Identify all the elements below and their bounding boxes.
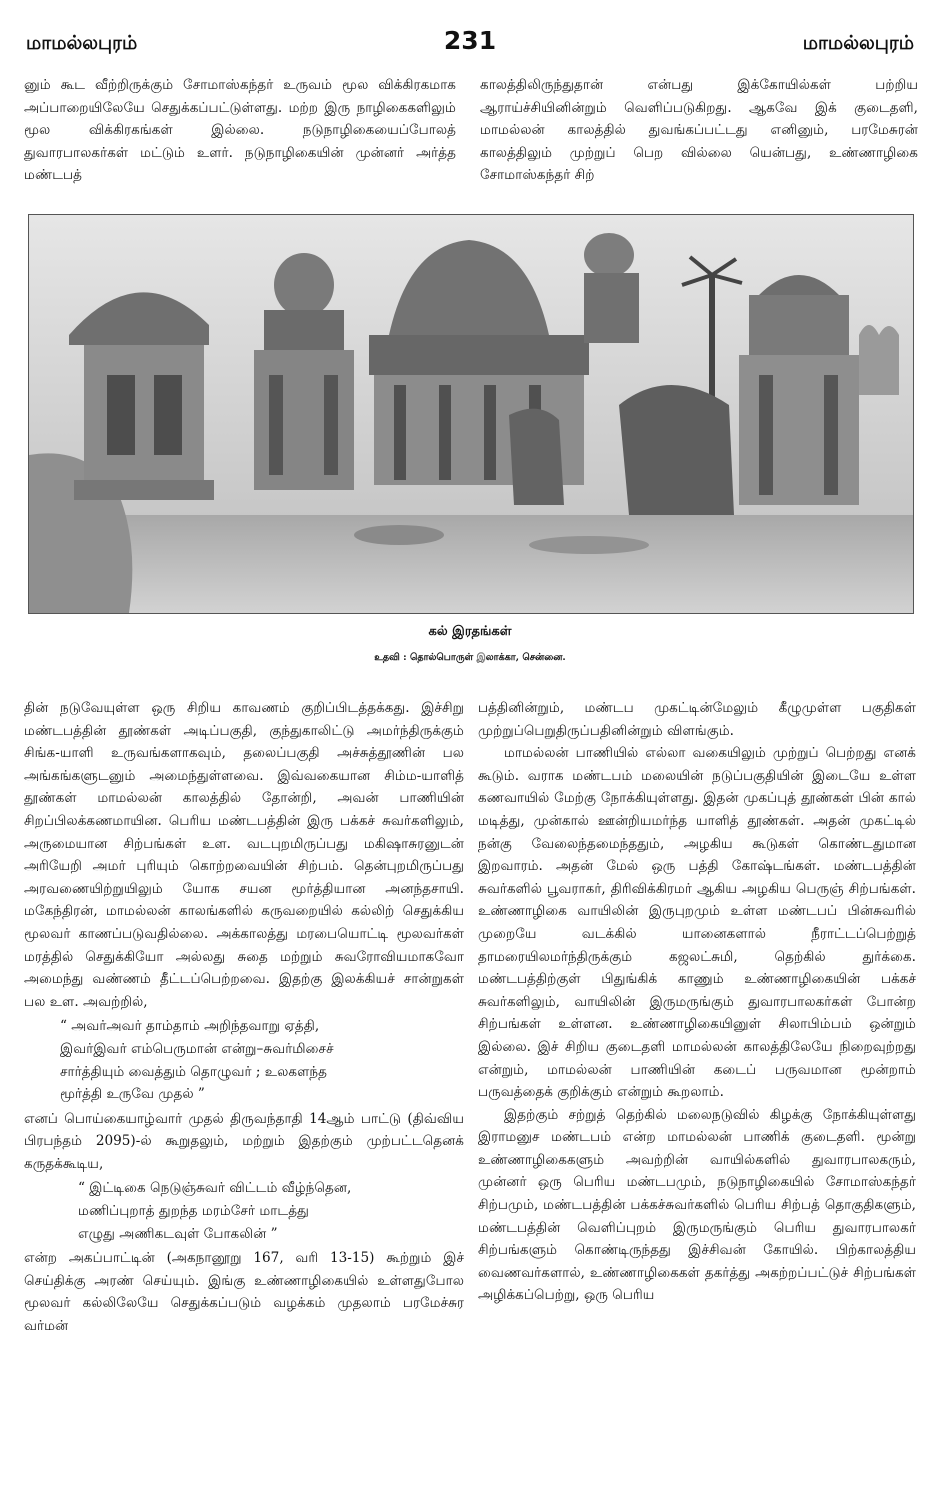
verse-line: “ இட்டிகை நெடுஞ்சுவர் விட்டம் வீழ்ந்தென, <box>78 1180 352 1197</box>
bottom-right-column <box>478 697 916 1307</box>
verse-line: மணிப்புறாத் துறந்த மரம்சேர் மாடத்து <box>78 1203 309 1220</box>
figure-credit: உதவி : தொல்பொருள் இலாக்கா, சென்னை. <box>374 652 566 663</box>
paragraph: னும் கூட வீற்றிருக்கும் சோமாஸ்கந்தர் உருவம் மூல விக்கிரகமாக அப்பாறையிலேயே செதுக்கப்பட்டுள்ளது. மற்ற இரு நாழிகைகளிலும் மூல விக்கிரகங்கள் இல்லை. நடுநாழிகையைப்போலத் துவாரபாலகர்கள் மட்டும் உளர். நடுநாழிகையின் முன்னர் அர்த்த மண்டபத் <box>24 77 456 184</box>
top-right-column <box>480 74 918 187</box>
verse-quote <box>78 1177 464 1245</box>
verse-line: “ அவர்அவர் தாம்தாம் அறிந்தவாறு ஏத்தி, <box>60 1018 320 1035</box>
running-head-left: மாமல்லபுரம் <box>26 32 138 54</box>
bottom-left-column <box>24 697 464 1338</box>
paragraph: பத்தினின்றும், மண்டப முகட்டின்மேலும் கீழுமுள்ள பகுதிகள் முற்றுப்பெறுதிருப்பதினின்றும் விளங்கும். <box>478 700 916 739</box>
verse-line: சார்த்தியும் வைத்தும் தொழுவர் ; உலகளந்த <box>60 1063 327 1080</box>
verse-line: இவர்இவர் எம்பெருமான் என்று–சுவர்மிசைச் <box>60 1040 334 1057</box>
paragraph: இதற்கும் சற்றுத் தெற்கில் மலைநடுவில் கிழக்கு நோக்கியுள்ளது இராமனுச மண்டபம் என்ற மாமல்லன் பாணிக் குடைதளி. மூன்று உண்ணாழிகைகளும் அவற்றின் வாயில்களில் துவாரபாலகரும், முன்னர் ஒரு பெரிய மண்டபமும், நடுநாழிகையில் சோமாஸ்கந்தர் சிற்பமும், மண்டபத்தின் பக்கச்சுவர்களில் பெரிய சிற்பத் தொகுதிகளும், மண்டபத்தின் வெளிப்புறம் இருமருங்கும் பெரிய துவாரபாலகர் சிற்பங்களும் கொண்டிருந்தது இச்சிவன் கோயில். பிற்காலத்திய வைணவர்களால், உண்ணாழிகைகள் தகர்த்து அகற்றப்பட்டுச் சிற்பங்கள் அழிக்கப்பெற்று, ஒரு பெரிய <box>478 1106 916 1304</box>
verse-line: எழுது அணிகடவுள் போகலின் ” <box>78 1225 278 1242</box>
paragraph: காலத்திலிருந்துதான் என்பது இக்கோயில்கள் பற்றிய ஆராய்ச்சியினின்றும் வெளிப்படுகிறது. ஆகவே இக் குடைதளி, மாமல்லன் காலத்தில் துவங்கப்பட்டது எனினும், பரமேசுரன் காலத்திலும் முற்றுப் பெற வில்லை யென்பது, உண்ணாழிகை சோமாஸ்கந்தர் சிற் <box>480 77 918 184</box>
page-header <box>26 26 914 62</box>
figure-caption: கல் இரதங்கள் <box>428 624 512 639</box>
rathas-illustration <box>29 215 913 613</box>
temple-photograph <box>28 214 914 614</box>
running-head-right: மாமல்லபுரம் <box>802 32 914 54</box>
paragraph: எனப் பொய்கையாழ்வார் முதல் திருவந்தாதி 14ஆம் பாட்டு (திவ்விய பிரபந்தம் 2095)-ல் கூறுதலும், மற்றும் இதற்கும் முற்பட்டதெனக் கருதக்கூடிய, <box>24 1110 464 1172</box>
paragraph: தின் நடுவேயுள்ள ஒரு சிறிய காவணம் குறிப்பிடத்தக்கது. இச்சிறு மண்டபத்தின் தூண்கள் அடிப்பகுதி, குந்துகாலிட்டு அமர்ந்திருக்கும் சிங்க-யாளி உருவங்களாகவும், தலைப்பகுதி அச்சுத்தூணின் பல அங்கங்களுடனும் அமைந்துள்ளவை. இவ்வகையான சிம்ம-யாளித் தூண்கள் மாமல்லன் காலத்தில் தோன்றி, அவன் பாணியின் சிறப்பிலக்கணமாயின. பெரிய மண்டபத்தின் இரு பக்கச் சுவர்களிலும், அருமையான சிற்பங்கள் உள. வடபுறமிருப்பது மகிஷாசுரனுடன் அரியேறி அமர் புரியும் கொற்றவையின் சிற்பம். தென்புறமிருப்பது அரவணையிற்றுயிலும் யோக சயன மூர்த்தியான அனந்தசாயி. மகேந்திரன், மாமல்லன் காலங்களில் கருவறையில் கல்லிற் செதுக்கிய மூலவர் காணப்படுவதில்லை. அக்காலத்து மரபையொட்டி மூலவர்கள் மரத்தில் செதுக்கியோ அல்லது சுதை மற்றும் சுவரோவியமாகவோ அமைந்து வண்ணம் தீட்டப்பெற்றவை. இதற்கு இலக்கியச் சான்றுகள் பல உள. அவற்றில், <box>24 700 464 1010</box>
top-left-column <box>24 74 456 187</box>
paragraph: மாமல்லன் பாணியில் எல்லா வகையிலும் முற்றுப் பெற்றது எனக் கூடும். வராக மண்டபம் மலையின் நடுப்பகுதியின் இடையே உள்ள கணவாயில் மேற்கு நோக்கியுள்ளது. இதன் முகப்புத் தூண்கள் பின் கால் மடித்து, முன்கால் ஊன்றியமர்ந்த யாளித் தூண்கள். அதன் முகட்டில் நன்கு வேலைந்தமைந்ததும், அழகிய கூடுகள் கொண்டதுமான இறவாரம். அதன் மேல் ஒரு பத்தி கோஷ்டங்கள். மண்டபத்தின் சுவர்களில் பூவராகர், திரிவிக்கிரமர் ஆகிய அழகிய பெருஞ் சிற்பங்கள். உண்ணாழிகை வாயிலின் இருபுறமும் உள்ள மண்டபப் பின்சுவரில் முறையே வடக்கில் யானைகளால் நீராட்டப்பெற்றுத் தாமரையிலமர்ந்திருக்கும் கஜலட்சுமி, தெற்கில் துர்க்கை. மண்டபத்திற்குள் பிதுங்கிக் காணும் உண்ணாழிகையின் பக்கச் சுவர்களிலும், வாயிலின் இருமருங்கும் துவாரபாலகர்கள் போன்ற சிற்பங்கள் உள்ளன. உண்ணாழிகையினுள் சிலாபிம்பம் ஒன்றும் இல்லை. இச் சிறிய குடைதளி மாமல்லன் காலத்திலேயே நிறைவுற்றது என்றும், மாமல்லன் பாணியின் கடைப் பருவமான மூன்றாம் பருவத்தைக் குறிக்கும் என்றும் கூறலாம். <box>478 745 916 1101</box>
page-number: 231 <box>443 26 497 55</box>
verse-line: மூர்த்தி உருவே முதல் ” <box>60 1086 205 1103</box>
verse-quote <box>60 1015 464 1105</box>
paragraph: என்ற அகப்பாட்டின் (அகநானூறு 167, வரி 13-15) கூற்றும் இச் செய்திக்கு அரண் செய்யும். இங்கு உண்ணாழிகையில் உள்ளதுபோல மூலவர் கல்லிலேயே செதுக்கப்படும் வழக்கம் முதலாம் பரமேச்சுர வர்மன் <box>24 1250 464 1335</box>
